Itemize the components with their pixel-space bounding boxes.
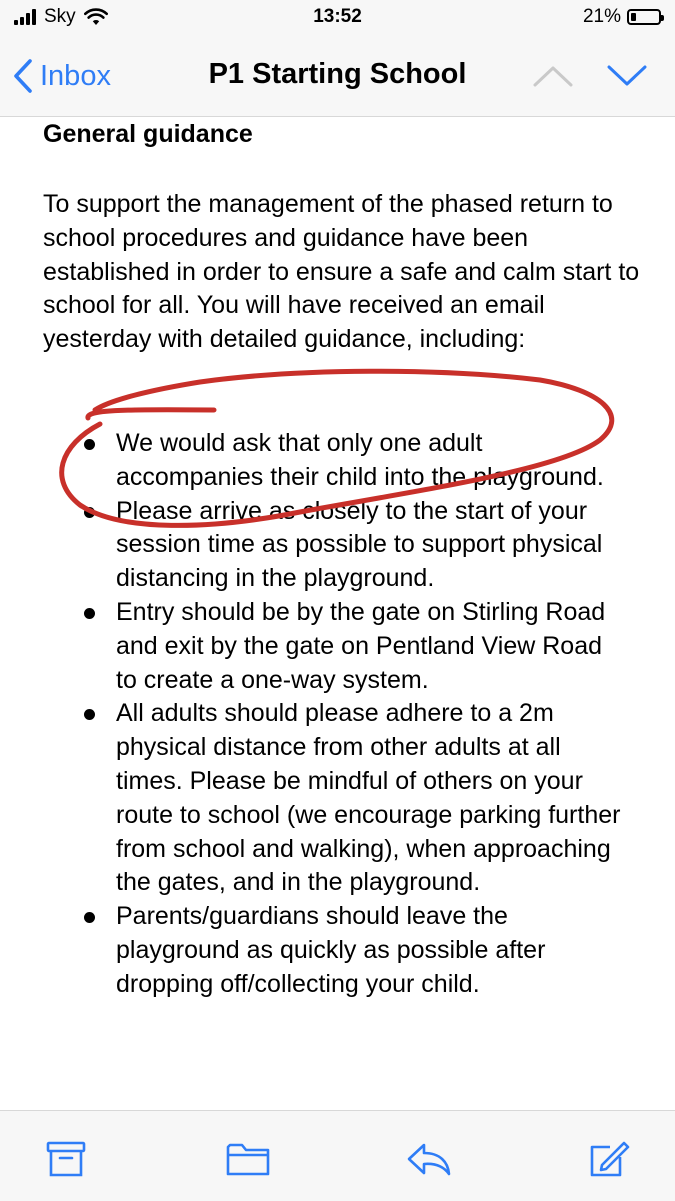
- battery-icon: [627, 9, 661, 25]
- chevron-left-icon: [12, 58, 34, 94]
- chevron-down-icon: [606, 64, 648, 88]
- reply-icon: [406, 1141, 452, 1177]
- section-heading: General guidance: [43, 120, 253, 148]
- bottom-toolbar: [0, 1110, 675, 1201]
- list-item-text: Please arrive as closely to the start of your session time as possible to support physical distancing in the playground.: [116, 496, 603, 593]
- email-subject-title: P1 Starting School: [208, 58, 467, 90]
- list-item: [0, 427, 626, 495]
- bullet-icon: [84, 912, 95, 923]
- compose-icon: [588, 1141, 630, 1179]
- reply-button[interactable]: [406, 1141, 452, 1182]
- folder-icon: [226, 1141, 270, 1177]
- bullet-icon: [84, 507, 95, 518]
- list-item: [0, 495, 626, 596]
- archive-icon: [46, 1141, 86, 1177]
- battery-percentage: 21%: [582, 6, 621, 27]
- carrier-label: Sky: [44, 6, 76, 27]
- next-message-button[interactable]: [606, 64, 648, 93]
- list-item: [0, 697, 626, 900]
- list-item-text: Parents/guardians should leave the playground as quickly as possible after dropping off/collecting your child.: [116, 902, 546, 998]
- list-item-text: All adults should please adhere to a 2m physical distance from other adults at all times. Please be mindful of others on your route to school (we encourage parking further from school and walking), when approaching the gates, and in the playground.: [116, 699, 621, 897]
- list-item: [0, 596, 626, 697]
- list-item-text: Entry should be by the gate on Stirling Road and exit by the gate on Pentland View Road to create a one-way system.: [116, 597, 606, 694]
- archive-button[interactable]: [46, 1141, 86, 1182]
- back-button-label: Inbox: [40, 59, 111, 92]
- status-bar: [0, 0, 675, 38]
- guidance-list: [0, 427, 675, 1002]
- bullet-icon: [84, 608, 95, 619]
- navigation-bar: [0, 38, 675, 117]
- previous-message-button[interactable]: [532, 64, 574, 93]
- list-item: [0, 900, 626, 1001]
- compose-button[interactable]: [588, 1141, 630, 1184]
- list-item-text: We would ask that only one adult accompanies their child into the playground.: [116, 429, 604, 491]
- bullet-icon: [84, 439, 95, 450]
- status-right: [583, 6, 661, 28]
- intro-paragraph: To support the management of the phased return to school procedures and guidance have been established in order to ensure a safe and calm start to school for all. You will have received an email yesterday with detailed guidance, including:: [43, 190, 640, 354]
- status-time: 13:52: [313, 6, 362, 27]
- chevron-up-icon: [532, 64, 574, 88]
- bullet-icon: [84, 709, 95, 720]
- move-to-folder-button[interactable]: [226, 1141, 270, 1182]
- back-to-inbox-button[interactable]: [12, 58, 111, 94]
